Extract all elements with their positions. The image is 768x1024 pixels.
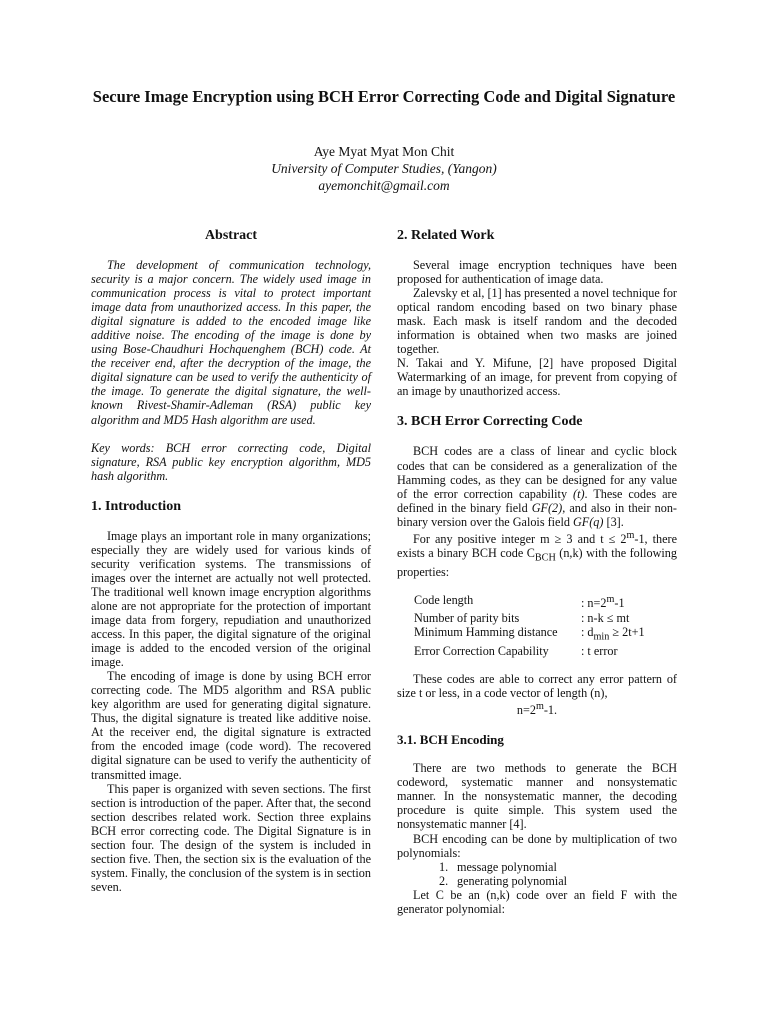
abstract-heading: Abstract (204, 228, 258, 243)
encoding-paragraph: BCH encoding can be done by multiplication of two polynomials: (397, 831, 677, 860)
bch-properties-table (414, 593, 677, 658)
list-item: 2. generating polynomial (439, 873, 567, 888)
keywords: Key words: BCH error correcting code, Digital signature, RSA public key encryption algorithm, MD5 hash algorithm. (91, 440, 371, 483)
related-work-heading: 2. Related Work (397, 228, 495, 243)
property-row: Minimum Hamming distance : $d_{min} \ge 2t+1$ (414, 624, 645, 642)
related-paragraph: N. Takai and Y. Mifune, [2] have proposed Digital Watermarking of an image, for prevent from copying of an image by unauthorized access. (397, 356, 677, 399)
bch-paragraph: These codes are able to correct any error pattern of size t or less, in a code vector of length (n), (397, 672, 677, 701)
related-paragraph: Zalevsky et al, [1] has presented a novel technique for optical random encoding based on two binary phase mask. Each mask is itself random and the decoded information is obtained when two masks are joined together. (397, 286, 677, 357)
related-paragraph: Several image encryption techniques have been proposed for authentication of image data. (397, 258, 677, 287)
bch-paragraph: BCH codes are a class of linear and cyclic block codes that can be considered as a generalization of the Hamming codes, as they can be designed for any value of the error correction capability (t). These codes are defined in the binary field GF(2), and also in their non-binary version over the Galois field GF(q) [3]. (397, 444, 677, 529)
author-email: ayemonchit@gmail.com (318, 178, 450, 193)
right-column (397, 226, 677, 916)
paper-title: Secure Image Encryption using BCH Error Correcting Code and Digital Signature (92, 87, 676, 106)
bch-paragraph: For any positive integer m ≥ 3 and $t \le 2^m-1$, there exists a binary BCH code $C_{BCH}$ (n,k) with the following properties: (397, 529, 677, 580)
introduction-heading: 1. Introduction (91, 498, 181, 514)
author-name: Aye Myat Myat Mon Chit (313, 144, 455, 159)
bch-heading: 3. BCH Error Correcting Code (397, 414, 583, 430)
polynomial-list (439, 860, 677, 888)
intro-paragraph: Image plays an important role in many organizations; especially they are widely used for various kinds of security verification systems. The transmissions of images over the internet are actually not well protected. The traditional well known image encryption algorithms alone are not appropriate for the protection of important image data from forgery, repudiation and unauthorized access. In this paper, the digital signature of the original image is added to the encoded version of the original image. (91, 528, 371, 670)
left-column (91, 226, 371, 894)
property-row: Number of parity bits : n-k ≤ mt (414, 610, 630, 625)
property-row: Error Correction Capability : t error (414, 644, 618, 659)
encoding-paragraph: There are two methods to generate the BCH codeword, systematic manner and nonsystematic manner. In the nonsystematic manner, the decoding procedure is quite simple. This system used the nonsystematic manner [4]. (397, 761, 677, 832)
intro-paragraph: This paper is organized with seven sections. The first section is introduction of the paper. After that, the second section describes related work. Section three explains BCH error correcting code. The Digital Signature is in section four. The design of the system is included in section five. Then, the section six is the evaluation of the system. Finally, the conclusion of the system is in section seven. (91, 781, 371, 894)
list-item: 1. message polynomial (439, 859, 557, 874)
encoding-paragraph: Let C be an (n,k) code over an field F with the generator polynomial: (397, 887, 677, 916)
intro-paragraph: The encoding of image is done by using BCH error correcting code. The MD5 algorithm and RSA public key algorithm are used for generating digital signature. Thus, the digital signature is treated like additive noise. At the receiver end, the digital signature is extracted from the encoded image (code word). The recovered digital signature can be used to verify the authenticity of transmitted image. (91, 669, 371, 782)
bch-encoding-heading: 3.1. BCH Encoding (397, 732, 504, 748)
abstract-body: The development of communication technology, security is a major concern. The widely used image in communication process is vital to protect important image data from unauthorized access. In this paper, the digital signature is added to the encoded image like additive noise. The encoding of the image is done by using Bose-Chaudhuri Hochquenghem (BCH) code. At the receiver end, after the decryption of the image, the digital signature can be used to verify the authenticity of the image. To generate the digital signature, the well-known Rivest-Shamir-Adleman (RSA) public key algorithm and MD5 Hash algorithm are used. (91, 258, 371, 427)
code-length-formula: $n=2^m-1$. (516, 701, 558, 718)
author-affiliation: University of Computer Studies, (Yangon) (271, 161, 497, 176)
property-row: Code length : $n=2^m-1$ (414, 593, 625, 611)
